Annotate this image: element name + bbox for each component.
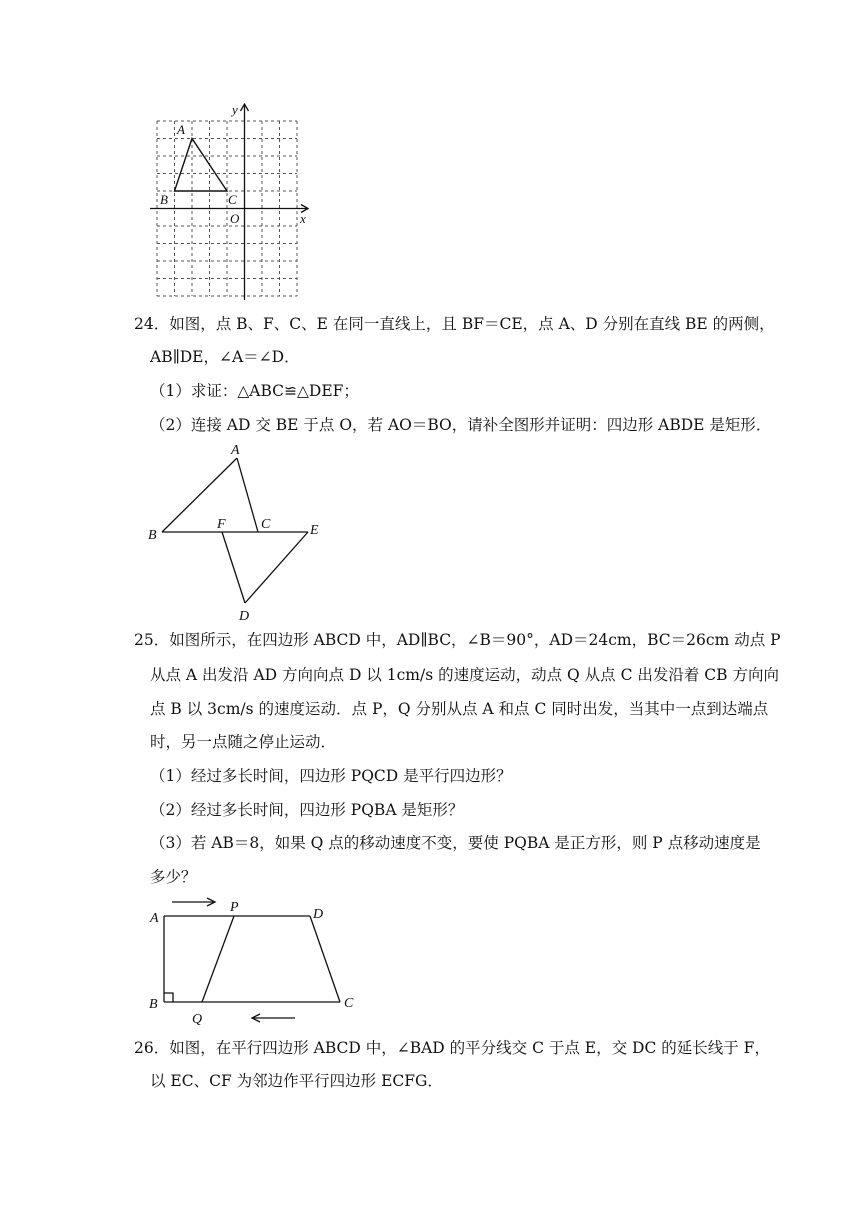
q24-label-d: D: [239, 609, 250, 624]
label-y: y: [232, 102, 238, 117]
q25-line3: 点 B 以 3cm/s 的速度运动．点 P，Q 分别从点 A 和点 C 同时出发，当其中一点到达端点: [150, 700, 769, 718]
label-a: A: [177, 122, 185, 137]
label-c: C: [228, 192, 237, 207]
q25-part1: （1）经过多长时间，四边形 PQCD 是平行四边形？: [150, 767, 512, 785]
q24-label-f: F: [217, 517, 226, 532]
label-x: x: [300, 211, 306, 226]
q25-line4: 时，另一点随之停止运动．: [150, 733, 337, 751]
q26-line2: 以 EC、CF 为邻边作平行四边形 ECFG．: [150, 1072, 443, 1090]
q24-line1: 24．如图，点 B、F、C、E 在同一直线上，且 BF＝CE，点 A、D 分别在直线 BE 的两侧，: [134, 315, 775, 333]
q24-label-b: B: [148, 528, 157, 543]
q25-label-b: B: [149, 997, 158, 1012]
q24-label-c: C: [261, 517, 271, 532]
coordinate-grid-figure: [140, 100, 320, 300]
label-b: B: [160, 192, 168, 207]
triangle-abc: [175, 139, 228, 192]
q25-label-c: C: [344, 996, 354, 1011]
q24-label-e: E: [310, 523, 319, 538]
q24-part1: （1）求证：△ABC≌△DEF；: [150, 382, 359, 400]
q24-line2: AB∥DE，∠A＝∠D．: [150, 348, 300, 366]
q24-label-a: A: [231, 443, 240, 458]
q26-line1: 26．如图，在平行四边形 ABCD 中，∠BAD 的平分线交 C 于点 E，交 DC 的延长线于 F，: [134, 1039, 770, 1057]
q25-figure: [140, 892, 370, 1026]
q25-label-q: Q: [192, 1012, 203, 1026]
q25-label-d: D: [313, 907, 324, 922]
q25-part3b: 多少？: [150, 868, 197, 886]
q25-label-a: A: [150, 911, 159, 926]
q25-label-p: P: [230, 900, 239, 915]
q25-line2: 从点 A 出发沿 AD 方向向点 D 以 1cm/s 的速度运动，动点 Q 从点 C 出发沿着 CB 方向向: [150, 666, 779, 684]
label-o: O: [230, 211, 240, 226]
q25-line1: 25．如图所示，在四边形 ABCD 中，AD∥BC，∠B＝90°，AD＝24cm，BC＝26cm 动点 P: [134, 631, 781, 649]
q24-part2: （2）连接 AD 交 BE 于点 O，若 AO＝BO，请补全图形并证明：四边形 ABDE 是矩形．: [150, 416, 772, 434]
q25-part3a: （3）若 AB＝8，如果 Q 点的移动速度不变，要使 PQBA 是正方形，则 P 点移动速度是: [150, 834, 761, 852]
q24-figure: [140, 438, 330, 624]
q25-part2: （2）经过多长时间，四边形 PQBA 是矩形？: [150, 801, 464, 819]
